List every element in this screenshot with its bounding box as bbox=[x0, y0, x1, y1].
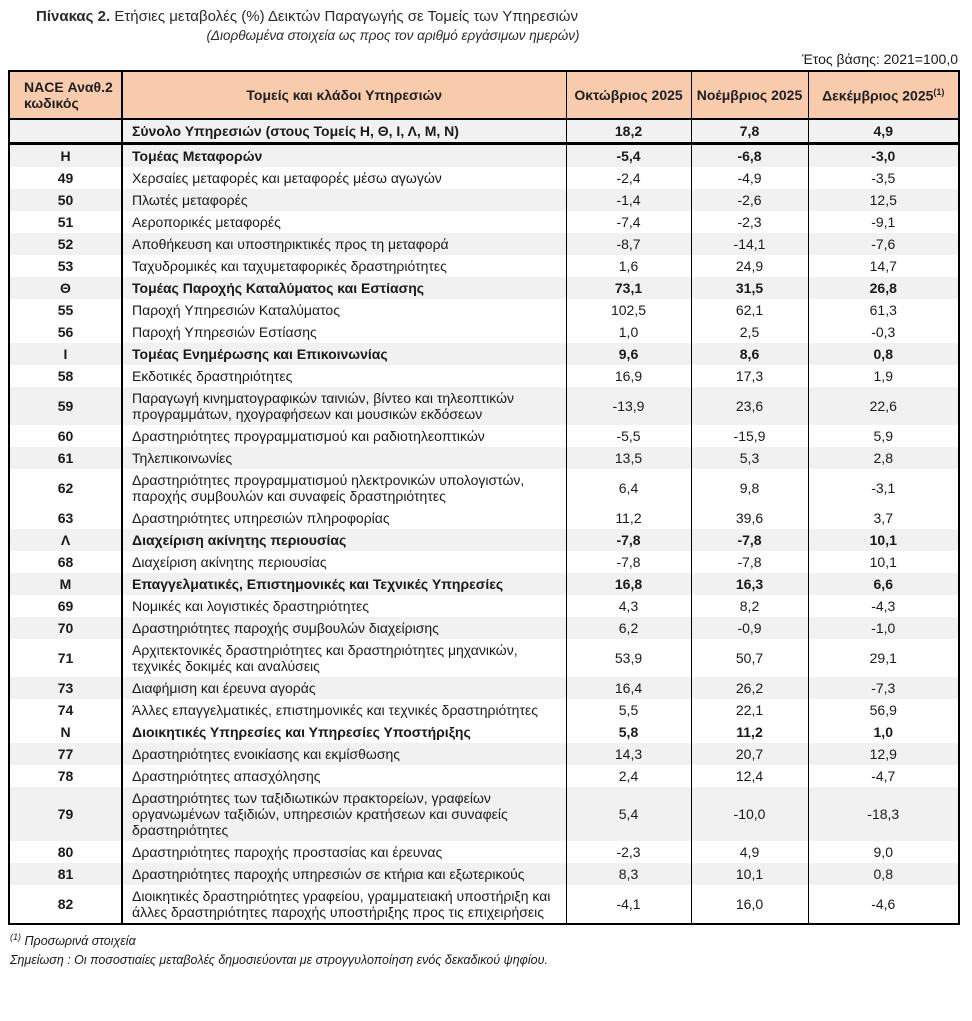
value-december: -7,6 bbox=[808, 233, 959, 255]
footnote-provisional-text: Προσωρινά στοιχεία bbox=[24, 934, 136, 949]
value-november: 8,2 bbox=[691, 595, 808, 617]
table-row-79 bbox=[9, 787, 959, 841]
table-row-total bbox=[9, 119, 959, 144]
table-row-55 bbox=[9, 299, 959, 321]
sector-name: Τηλεπικοινωνίες bbox=[122, 447, 566, 469]
nace-code: 68 bbox=[9, 551, 122, 573]
value-november: -7,8 bbox=[691, 529, 808, 551]
nace-code: 58 bbox=[9, 365, 122, 387]
value-december: 22,6 bbox=[808, 387, 959, 425]
sector-name: Νομικές και λογιστικές δραστηριότητες bbox=[122, 595, 566, 617]
sector-name: Δραστηριότητες παροχής προστασίας και έρευνας bbox=[122, 841, 566, 863]
sector-name: Δραστηριότητες απασχόλησης bbox=[122, 765, 566, 787]
sector-name: Αεροπορικές μεταφορές bbox=[122, 211, 566, 233]
table-row-50 bbox=[9, 189, 959, 211]
value-october: -7,8 bbox=[566, 551, 691, 573]
value-october: 16,9 bbox=[566, 365, 691, 387]
value-november: -7,8 bbox=[691, 551, 808, 573]
sector-name: Τομέας Μεταφορών bbox=[122, 144, 566, 168]
value-december: 12,9 bbox=[808, 743, 959, 765]
value-october: -8,7 bbox=[566, 233, 691, 255]
value-november: 2,5 bbox=[691, 321, 808, 343]
nace-code: 49 bbox=[9, 167, 122, 189]
nace-code: 73 bbox=[9, 677, 122, 699]
nace-code: 82 bbox=[9, 885, 122, 924]
value-november: 16,0 bbox=[691, 885, 808, 924]
nace-code: 71 bbox=[9, 639, 122, 677]
sector-name: Δραστηριότητες παροχής συμβουλών διαχείρισης bbox=[122, 617, 566, 639]
sector-name: Ταχυδρομικές και ταχυμεταφορικές δραστηριότητες bbox=[122, 255, 566, 277]
value-december: 3,7 bbox=[873, 510, 893, 526]
value-december: -4,3 bbox=[871, 598, 896, 614]
value-november: 7,8 bbox=[691, 119, 808, 144]
nace-code bbox=[9, 119, 122, 144]
value-december: -7,3 bbox=[808, 677, 959, 699]
value-november: 26,2 bbox=[691, 677, 808, 699]
nace-code: 51 bbox=[9, 211, 122, 233]
table-row-51 bbox=[9, 211, 959, 233]
nace-code: Λ bbox=[9, 529, 122, 551]
value-october: 4,3 bbox=[566, 595, 691, 617]
sector-name: Παραγωγή κινηματογραφικών ταινιών, βίντεο και τηλεοπτικών προγραμμάτων, ηχογραφήσεων και μουσικών εκδόσεων bbox=[122, 387, 566, 425]
value-november: -0,9 bbox=[691, 617, 808, 639]
value-october: -7,8 bbox=[566, 529, 691, 551]
value-october: -13,9 bbox=[566, 387, 691, 425]
sector-name: Δραστηριότητες παροχής υπηρεσιών σε κτήρια και εξωτερικούς bbox=[122, 863, 566, 885]
value-october: 18,2 bbox=[566, 119, 691, 144]
nace-code: 74 bbox=[9, 699, 122, 721]
nace-code: Ν bbox=[9, 721, 122, 743]
value-november: -2,3 bbox=[691, 211, 808, 233]
nace-code: Ι bbox=[9, 343, 122, 365]
column-header-november: Νοέμβριος 2025 bbox=[691, 71, 808, 119]
value-november: 10,1 bbox=[691, 863, 808, 885]
value-november: 11,2 bbox=[691, 721, 808, 743]
sector-name: Δραστηριότητες προγραμματισμού ηλεκτρονικών υπολογιστών, παροχής συμβουλών και συναφείς δραστηριότητες bbox=[122, 469, 566, 507]
sector-name: Διαχείριση ακίνητης περιουσίας bbox=[122, 529, 566, 551]
nace-code: 70 bbox=[9, 617, 122, 639]
value-december: 2,8 bbox=[808, 447, 959, 469]
value-december: 4,9 bbox=[808, 119, 959, 144]
value-october: 5,4 bbox=[566, 787, 691, 841]
nace-code: Η bbox=[9, 144, 122, 168]
value-december: 6,6 bbox=[808, 573, 959, 595]
table-row-49 bbox=[9, 167, 959, 189]
services-production-index-table bbox=[8, 70, 960, 925]
table-row-70 bbox=[9, 617, 959, 639]
nace-code: 81 bbox=[9, 863, 122, 885]
sector-name: Πλωτές μεταφορές bbox=[122, 189, 566, 211]
column-header-october: Οκτώβριος 2025 bbox=[566, 71, 691, 119]
value-november: 50,7 bbox=[691, 639, 808, 677]
value-november: 12,4 bbox=[691, 765, 808, 787]
table-row-62 bbox=[9, 469, 959, 507]
value-december: -18,3 bbox=[808, 787, 959, 841]
value-october: 13,5 bbox=[566, 447, 691, 469]
table-row-68 bbox=[9, 551, 959, 573]
sector-name: Διοικητικές δραστηριότητες γραφείου, γραμματειακή υποστήριξη και άλλες δραστηριότητες παροχής υποστήριξης προς τις επιχειρήσεις bbox=[122, 885, 566, 924]
value-december: -1,0 bbox=[808, 617, 959, 639]
table-header bbox=[9, 71, 959, 119]
december-footnote-marker: (1) bbox=[933, 86, 945, 97]
column-header-december bbox=[808, 71, 959, 119]
nace-code: 77 bbox=[9, 743, 122, 765]
table-row-74 bbox=[9, 699, 959, 721]
table-title-text: Ετήσιες μεταβολές (%) Δεικτών Παραγωγής σε Τομείς των Υπηρεσιών bbox=[114, 8, 578, 25]
footnote-marker: (1) bbox=[10, 932, 21, 942]
sector-name: Τομέας Ενημέρωσης και Επικοινωνίας bbox=[122, 343, 566, 365]
table-row-60 bbox=[9, 425, 959, 447]
value-december: 0,8 bbox=[808, 863, 959, 885]
table-row-80 bbox=[9, 841, 959, 863]
table-row-69 bbox=[9, 595, 959, 617]
value-december: 12,5 bbox=[808, 189, 959, 211]
sector-name: Δραστηριότητες ενοικίασης και εκμίσθωσης bbox=[122, 743, 566, 765]
table-row-82 bbox=[9, 885, 959, 924]
value-december: -3,5 bbox=[871, 170, 896, 186]
sector-name: Παροχή Υπηρεσιών Εστίασης bbox=[122, 321, 566, 343]
table-title-label: Πίνακας 2. bbox=[36, 8, 111, 25]
value-october: -4,1 bbox=[566, 885, 691, 924]
table-row-53 bbox=[9, 255, 959, 277]
nace-code: 63 bbox=[9, 507, 122, 529]
value-november: -6,8 bbox=[691, 144, 808, 168]
nace-code: 78 bbox=[9, 765, 122, 787]
table-row-63 bbox=[9, 507, 959, 529]
value-december: -3,0 bbox=[808, 144, 959, 168]
value-october: -1,4 bbox=[566, 189, 691, 211]
value-december: 14,7 bbox=[869, 258, 897, 274]
sector-name: Αρχιτεκτονικές δραστηριότητες και δραστηριότητες μηχανικών, τεχνικές δοκιμές και αναλύσεις bbox=[122, 639, 566, 677]
nace-code: 55 bbox=[9, 299, 122, 321]
value-december: 26,8 bbox=[808, 277, 959, 299]
value-november: 24,9 bbox=[691, 255, 808, 277]
base-year-label: Έτος βάσης: 2021=100,0 bbox=[801, 51, 958, 67]
sector-name: Χερσαίες μεταφορές και μεταφορές μέσω αγωγών bbox=[122, 167, 566, 189]
table-row-56 bbox=[9, 321, 959, 343]
value-october: 2,4 bbox=[566, 765, 691, 787]
table-row-52 bbox=[9, 233, 959, 255]
table-row-73 bbox=[9, 677, 959, 699]
sector-name: Άλλες επαγγελματικές, επιστημονικές και τεχνικές δραστηριότητες bbox=[122, 699, 566, 721]
value-november: 9,8 bbox=[691, 469, 808, 507]
nace-code: Μ bbox=[9, 573, 122, 595]
table-row-58 bbox=[9, 365, 959, 387]
value-november: -2,6 bbox=[691, 189, 808, 211]
value-october: 14,3 bbox=[566, 743, 691, 765]
value-december: 56,9 bbox=[869, 702, 897, 718]
value-december: 10,1 bbox=[869, 554, 897, 570]
value-october: -7,4 bbox=[566, 211, 691, 233]
value-october: 5,5 bbox=[566, 699, 691, 721]
nace-code: 60 bbox=[9, 425, 122, 447]
table-subtitle: (Διορθωμένα στοιχεία ως προς τον αριθμό εργάσιμων ημερών) bbox=[206, 28, 580, 43]
sector-name: Τομέας Παροχής Καταλύματος και Εστίασης bbox=[122, 277, 566, 299]
nace-code: 61 bbox=[9, 447, 122, 469]
table-row-61 bbox=[9, 447, 959, 469]
value-october: 73,1 bbox=[566, 277, 691, 299]
nace-code: Θ bbox=[9, 277, 122, 299]
value-october: -2,3 bbox=[566, 841, 691, 863]
table-body bbox=[9, 119, 959, 924]
nace-code: 62 bbox=[9, 469, 122, 507]
value-november: 22,1 bbox=[691, 699, 808, 721]
value-october: 1,6 bbox=[566, 255, 691, 277]
column-header-sectors: Τομείς και κλάδοι Υπηρεσιών bbox=[122, 71, 566, 119]
value-october: -5,4 bbox=[566, 144, 691, 168]
sector-name: Επαγγελματικές, Επιστημονικές και Τεχνικές Υπηρεσίες bbox=[122, 573, 566, 595]
nace-code: 56 bbox=[9, 321, 122, 343]
table-row-Μ bbox=[9, 573, 959, 595]
nace-code: 79 bbox=[9, 787, 122, 841]
value-november: 16,3 bbox=[691, 573, 808, 595]
table-row-Θ bbox=[9, 277, 959, 299]
table-row-Η bbox=[9, 144, 959, 168]
value-november: 20,7 bbox=[691, 743, 808, 765]
value-november: 23,6 bbox=[691, 387, 808, 425]
table-row-81 bbox=[9, 863, 959, 885]
value-october: 9,6 bbox=[566, 343, 691, 365]
value-december: 0,8 bbox=[808, 343, 959, 365]
table-row-Λ bbox=[9, 529, 959, 551]
nace-code: 53 bbox=[9, 255, 122, 277]
table-row-78 bbox=[9, 765, 959, 787]
value-december: 61,3 bbox=[869, 302, 897, 318]
nace-code: 59 bbox=[9, 387, 122, 425]
value-november: 17,3 bbox=[691, 365, 808, 387]
table-row-Ν bbox=[9, 721, 959, 743]
value-october: 16,8 bbox=[566, 573, 691, 595]
table-row-Ι bbox=[9, 343, 959, 365]
value-december: 1,9 bbox=[873, 368, 893, 384]
value-november: -4,9 bbox=[691, 167, 808, 189]
value-october: 11,2 bbox=[566, 507, 691, 529]
table-row-59 bbox=[9, 387, 959, 425]
value-december: -0,3 bbox=[871, 324, 896, 340]
value-november: 62,1 bbox=[691, 299, 808, 321]
table-row-77 bbox=[9, 743, 959, 765]
column-header-december-label: Δεκέμβριος 2025 bbox=[822, 87, 934, 104]
table-title bbox=[36, 8, 972, 26]
nace-code: 69 bbox=[9, 595, 122, 617]
value-december: 5,9 bbox=[873, 428, 893, 444]
table-header-row bbox=[9, 71, 959, 119]
nace-code: 80 bbox=[9, 841, 122, 863]
value-october: 53,9 bbox=[566, 639, 691, 677]
sector-name: Δραστηριότητες υπηρεσιών πληροφορίας bbox=[122, 507, 566, 529]
value-october: 16,4 bbox=[566, 677, 691, 699]
value-october: 1,0 bbox=[566, 321, 691, 343]
nace-code: 52 bbox=[9, 233, 122, 255]
sector-name: Διαφήμιση και έρευνα αγοράς bbox=[122, 677, 566, 699]
value-november: 31,5 bbox=[691, 277, 808, 299]
value-december: -3,1 bbox=[871, 480, 896, 496]
value-november: -15,9 bbox=[691, 425, 808, 447]
footnotes bbox=[10, 928, 972, 970]
value-november: -14,1 bbox=[691, 233, 808, 255]
value-november: 8,6 bbox=[691, 343, 808, 365]
sector-name: Εκδοτικές δραστηριότητες bbox=[122, 365, 566, 387]
value-november: 4,9 bbox=[691, 841, 808, 863]
value-october: 6,4 bbox=[566, 469, 691, 507]
value-october: 6,2 bbox=[566, 617, 691, 639]
value-december: 10,1 bbox=[808, 529, 959, 551]
value-november: 5,3 bbox=[691, 447, 808, 469]
value-october: -5,5 bbox=[566, 425, 691, 447]
value-december: 1,0 bbox=[873, 724, 893, 740]
value-october: 8,3 bbox=[566, 863, 691, 885]
value-october: -2,4 bbox=[566, 167, 691, 189]
sector-name: Δραστηριότητες προγραμματισμού και ραδιοτηλεοπτικών bbox=[122, 425, 566, 447]
value-december: 29,1 bbox=[869, 650, 897, 666]
sector-name: Διοικητικές Υπηρεσίες και Υπηρεσίες Υποστήριξης bbox=[122, 721, 566, 743]
table-row-71 bbox=[9, 639, 959, 677]
footnote-note: Σημείωση : Οι ποσοστιαίες μεταβολές δημοσιεύονται με στρογγυλοποίηση ενός δεκαδικού ψηφίου. bbox=[10, 953, 548, 968]
value-december: -4,6 bbox=[871, 896, 896, 912]
value-november: -10,0 bbox=[691, 787, 808, 841]
sector-name: Αποθήκευση και υποστηρικτικές προς τη μεταφορά bbox=[122, 233, 566, 255]
value-december: -9,1 bbox=[871, 214, 896, 230]
footnote-provisional bbox=[10, 928, 972, 951]
sector-name: Παροχή Υπηρεσιών Καταλύματος bbox=[122, 299, 566, 321]
value-december: -4,7 bbox=[871, 768, 896, 784]
sector-name: Δραστηριότητες των ταξιδιωτικών πρακτορείων, γραφείων οργανωμένων ταξιδιών, υπηρεσιών κρατήσεων και συναφείς δραστηριότητες bbox=[122, 787, 566, 841]
sector-name: Διαχείριση ακίνητης περιουσίας bbox=[122, 551, 566, 573]
nace-code: 50 bbox=[9, 189, 122, 211]
column-header-nace-code: NACE Αναθ.2 κωδικός bbox=[9, 71, 122, 119]
value-october: 5,8 bbox=[566, 721, 691, 743]
value-december: 9,0 bbox=[873, 844, 893, 860]
value-november: 39,6 bbox=[691, 507, 808, 529]
sector-name: Σύνολο Υπηρεσιών (στους Τομείς Η, Θ, Ι, Λ, Μ, Ν) bbox=[122, 119, 566, 144]
value-october: 102,5 bbox=[566, 299, 691, 321]
